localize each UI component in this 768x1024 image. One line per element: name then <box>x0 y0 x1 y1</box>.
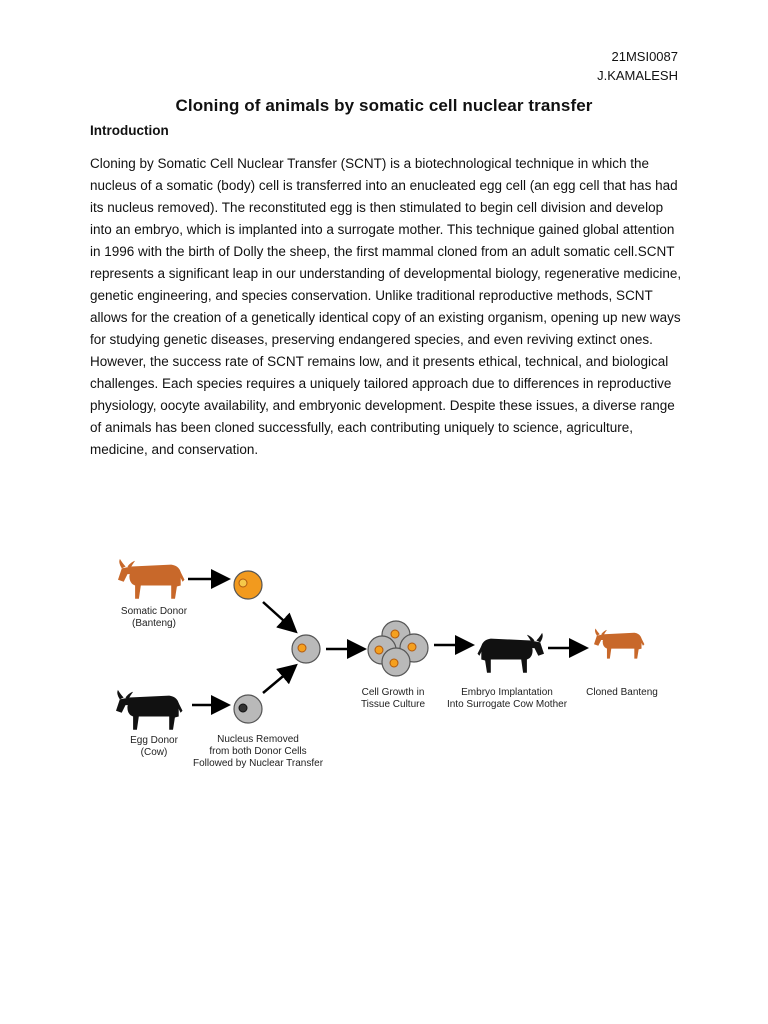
surrogate-cow-icon <box>478 633 545 673</box>
embryo-implantation-label-2: Into Surrogate Cow Mother <box>446 699 568 710</box>
cell-growth-label-1: Cell Growth in <box>361 687 425 698</box>
section-heading-introduction: Introduction <box>90 123 169 138</box>
somatic-donor-label-2: (Banteng) <box>132 618 176 629</box>
egg-nucleus-icon <box>239 704 247 712</box>
cell-growth-label-2: Tissue Culture <box>360 699 426 710</box>
scnt-diagram-svg <box>100 545 680 775</box>
somatic-cell-icon <box>234 571 262 599</box>
page-title: Cloning of animals by somatic cell nuclear transfer <box>175 96 593 115</box>
arrow-4 <box>263 667 294 693</box>
egg-donor-label-2: (Cow) <box>140 747 168 758</box>
nucleus-removed-label-3: Followed by Nuclear Transfer <box>192 758 324 769</box>
cell-cluster-icon <box>368 621 428 676</box>
transferred-nucleus-icon <box>298 644 306 652</box>
embryo-implantation-label-1: Embryo Implantation <box>461 687 553 698</box>
nucleus-removed-label-1: Nucleus Removed <box>217 734 299 745</box>
arrow-3 <box>263 602 294 630</box>
cow-icon <box>116 690 183 730</box>
header-meta <box>597 47 678 85</box>
cloned-banteng-label: Cloned Banteng <box>586 687 658 698</box>
introduction-paragraph: Cloning by Somatic Cell Nuclear Transfer (SCNT) is a biotechnological technique in which the nucleus of a somatic (body) cell is transferred into an enucleated egg cell (an egg cell that has had its nucleus removed). The reconstituted egg is then stimulated to begin cell division and develop into an embryo, which is implanted into a surrogate mother. This technique gained global attention in 1996 with the birth of Dolly the sheep, the first mammal cloned from an adult somatic cell.SCNT represents a significant leap in our understanding of developmental biology, regenerative medicine, genetic engineering, and species conservation. Unlike traditional reproductive methods, SCNT allows for the creation of a genetically identical copy of an existing organism, opening up new ways for studying genetic diseases, preserving endangered species, and even reviving extinct ones. However, the success rate of SCNT remains low, and it presents ethical, technical, and biological challenges. Each species requires a uniquely tailored approach due to differences in reproductive physiology, oocyte availability, and embryonic development. Despite these issues, a diverse range of animals has been cloned successfully, each contributing uniquely to science, agriculture, medicine, and conservation. <box>90 156 682 457</box>
author-name: J.KAMALESH <box>597 68 678 83</box>
student-id: 21MSI0087 <box>611 49 678 64</box>
scnt-diagram <box>100 545 680 775</box>
cloned-banteng-icon <box>594 628 644 658</box>
somatic-nucleus-icon <box>239 579 247 587</box>
egg-donor-label-1: Egg Donor <box>130 735 178 746</box>
somatic-donor-label-1: Somatic Donor <box>120 606 188 617</box>
nucleus-removed-label-2: from both Donor Cells <box>209 746 307 757</box>
banteng-icon <box>118 559 185 599</box>
egg-cell-icon <box>234 695 262 723</box>
